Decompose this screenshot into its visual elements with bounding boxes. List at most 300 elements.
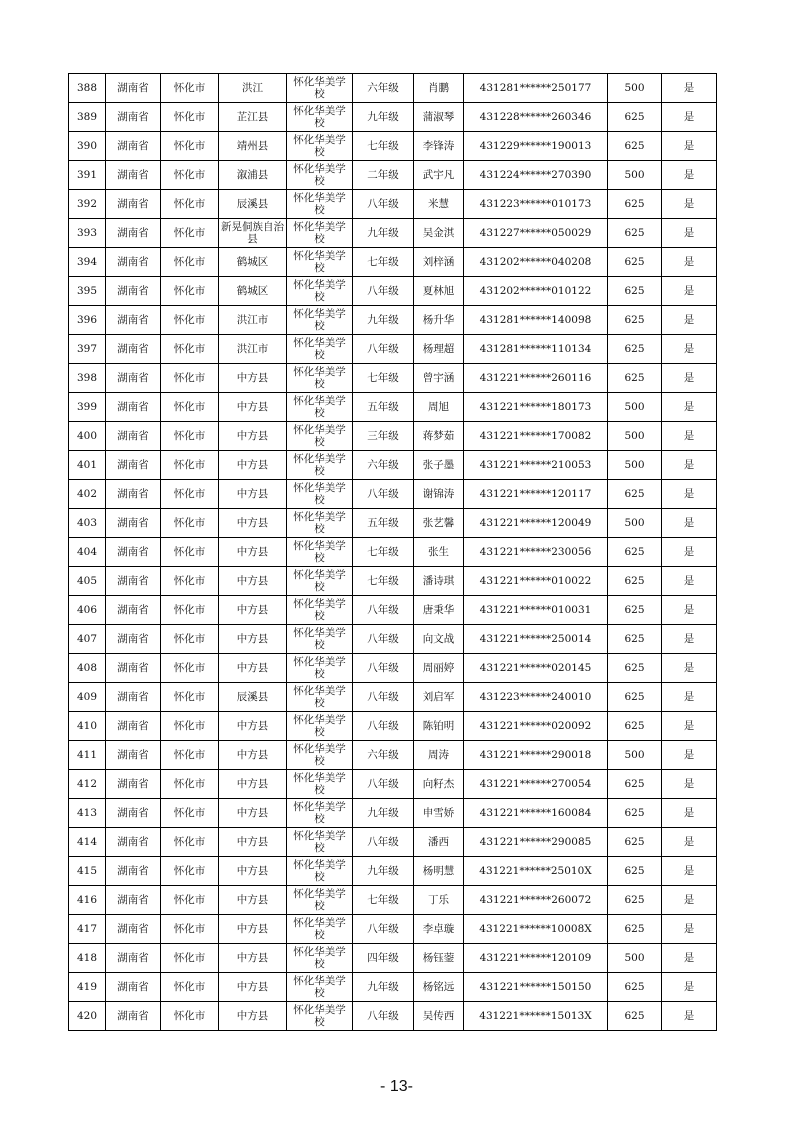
table-row [69,451,717,480]
id-number-cell: 431221******120109 [464,944,608,973]
table-row [69,190,717,219]
table-row [69,306,717,335]
county-cell: 中方县 [219,654,287,683]
province-cell: 湖南省 [106,422,161,451]
table-row [69,364,717,393]
county-cell: 辰溪县 [219,683,287,712]
table-row [69,654,717,683]
province-cell: 湖南省 [106,219,161,248]
roster-body [69,74,717,1031]
amount-cell: 625 [608,277,662,306]
grade-cell: 七年级 [353,567,414,596]
grade-cell: 七年级 [353,886,414,915]
county-cell: 中方县 [219,480,287,509]
approved-cell: 是 [662,857,717,886]
amount-cell: 625 [608,973,662,1002]
grade-cell: 七年级 [353,248,414,277]
table-row [69,277,717,306]
province-cell: 湖南省 [106,451,161,480]
province-cell: 湖南省 [106,857,161,886]
grade-cell: 九年级 [353,103,414,132]
school-cell: 怀化华美学校 [287,393,353,422]
student-roster-table [68,73,717,1031]
serial-number-cell: 407 [69,625,106,654]
county-cell: 中方县 [219,886,287,915]
id-number-cell: 431221******15013X [464,1002,608,1031]
province-cell: 湖南省 [106,190,161,219]
student-name-cell: 蒋梦茹 [414,422,464,451]
serial-number-cell: 403 [69,509,106,538]
school-cell: 怀化华美学校 [287,567,353,596]
amount-cell: 500 [608,509,662,538]
grade-cell: 六年级 [353,74,414,103]
approved-cell: 是 [662,828,717,857]
student-name-cell: 谢锦涛 [414,480,464,509]
school-cell: 怀化华美学校 [287,190,353,219]
county-cell: 溆浦县 [219,161,287,190]
id-number-cell: 431281******250177 [464,74,608,103]
student-name-cell: 武宇凡 [414,161,464,190]
student-name-cell: 吴传西 [414,1002,464,1031]
province-cell: 湖南省 [106,625,161,654]
school-cell: 怀化华美学校 [287,74,353,103]
table-row [69,741,717,770]
grade-cell: 七年级 [353,538,414,567]
city-cell: 怀化市 [161,886,219,915]
amount-cell: 625 [608,886,662,915]
city-cell: 怀化市 [161,857,219,886]
school-cell: 怀化华美学校 [287,654,353,683]
grade-cell: 五年级 [353,393,414,422]
id-number-cell: 431221******260072 [464,886,608,915]
serial-number-cell: 401 [69,451,106,480]
approved-cell: 是 [662,567,717,596]
province-cell: 湖南省 [106,944,161,973]
table-row [69,944,717,973]
student-name-cell: 向籽杰 [414,770,464,799]
approved-cell: 是 [662,132,717,161]
province-cell: 湖南省 [106,915,161,944]
city-cell: 怀化市 [161,422,219,451]
grade-cell: 九年级 [353,306,414,335]
province-cell: 湖南省 [106,828,161,857]
serial-number-cell: 420 [69,1002,106,1031]
approved-cell: 是 [662,944,717,973]
table-row [69,828,717,857]
grade-cell: 八年级 [353,277,414,306]
id-number-cell: 431202******010122 [464,277,608,306]
city-cell: 怀化市 [161,828,219,857]
province-cell: 湖南省 [106,161,161,190]
serial-number-cell: 395 [69,277,106,306]
grade-cell: 九年级 [353,973,414,1002]
amount-cell: 625 [608,654,662,683]
county-cell: 中方县 [219,596,287,625]
school-cell: 怀化华美学校 [287,799,353,828]
serial-number-cell: 397 [69,335,106,364]
grade-cell: 八年级 [353,596,414,625]
student-name-cell: 刘梓涵 [414,248,464,277]
grade-cell: 五年级 [353,509,414,538]
approved-cell: 是 [662,219,717,248]
county-cell: 中方县 [219,538,287,567]
id-number-cell: 431221******230056 [464,538,608,567]
serial-number-cell: 411 [69,741,106,770]
approved-cell: 是 [662,799,717,828]
amount-cell: 625 [608,915,662,944]
province-cell: 湖南省 [106,393,161,422]
county-cell: 鹤城区 [219,248,287,277]
student-name-cell: 丁乐 [414,886,464,915]
province-cell: 湖南省 [106,480,161,509]
amount-cell: 625 [608,596,662,625]
student-name-cell: 张艺馨 [414,509,464,538]
grade-cell: 八年级 [353,654,414,683]
amount-cell: 625 [608,1002,662,1031]
table-row [69,509,717,538]
table-row [69,1002,717,1031]
school-cell: 怀化华美学校 [287,625,353,654]
county-cell: 鹤城区 [219,277,287,306]
student-name-cell: 张生 [414,538,464,567]
student-name-cell: 李卓璇 [414,915,464,944]
province-cell: 湖南省 [106,364,161,393]
city-cell: 怀化市 [161,712,219,741]
id-number-cell: 431221******290018 [464,741,608,770]
city-cell: 怀化市 [161,393,219,422]
school-cell: 怀化华美学校 [287,741,353,770]
id-number-cell: 431221******210053 [464,451,608,480]
amount-cell: 625 [608,625,662,654]
province-cell: 湖南省 [106,509,161,538]
student-name-cell: 潘西 [414,828,464,857]
table-row [69,335,717,364]
county-cell: 中方县 [219,422,287,451]
serial-number-cell: 402 [69,480,106,509]
county-cell: 中方县 [219,944,287,973]
id-number-cell: 431221******250014 [464,625,608,654]
approved-cell: 是 [662,422,717,451]
grade-cell: 八年级 [353,190,414,219]
city-cell: 怀化市 [161,567,219,596]
county-cell: 中方县 [219,973,287,1002]
grade-cell: 三年级 [353,422,414,451]
approved-cell: 是 [662,103,717,132]
grade-cell: 九年级 [353,857,414,886]
serial-number-cell: 416 [69,886,106,915]
id-number-cell: 431221******150150 [464,973,608,1002]
city-cell: 怀化市 [161,741,219,770]
serial-number-cell: 405 [69,567,106,596]
grade-cell: 六年级 [353,741,414,770]
province-cell: 湖南省 [106,712,161,741]
province-cell: 湖南省 [106,799,161,828]
student-name-cell: 蒲淑琴 [414,103,464,132]
table-row [69,886,717,915]
id-number-cell: 431229******190013 [464,132,608,161]
approved-cell: 是 [662,190,717,219]
city-cell: 怀化市 [161,625,219,654]
city-cell: 怀化市 [161,103,219,132]
county-cell: 靖州县 [219,132,287,161]
school-cell: 怀化华美学校 [287,364,353,393]
table-row [69,393,717,422]
approved-cell: 是 [662,248,717,277]
approved-cell: 是 [662,480,717,509]
approved-cell: 是 [662,335,717,364]
table-row [69,132,717,161]
county-cell: 中方县 [219,1002,287,1031]
grade-cell: 八年级 [353,683,414,712]
county-cell: 洪江市 [219,335,287,364]
school-cell: 怀化华美学校 [287,335,353,364]
city-cell: 怀化市 [161,509,219,538]
id-number-cell: 431221******160084 [464,799,608,828]
grade-cell: 九年级 [353,799,414,828]
grade-cell: 七年级 [353,132,414,161]
county-cell: 中方县 [219,770,287,799]
serial-number-cell: 413 [69,799,106,828]
school-cell: 怀化华美学校 [287,828,353,857]
serial-number-cell: 419 [69,973,106,1002]
approved-cell: 是 [662,654,717,683]
table-row [69,712,717,741]
serial-number-cell: 418 [69,944,106,973]
school-cell: 怀化华美学校 [287,857,353,886]
student-name-cell: 周丽婷 [414,654,464,683]
id-number-cell: 431221******170082 [464,422,608,451]
county-cell: 中方县 [219,915,287,944]
approved-cell: 是 [662,277,717,306]
grade-cell: 八年级 [353,828,414,857]
city-cell: 怀化市 [161,277,219,306]
id-number-cell: 431227******050029 [464,219,608,248]
school-cell: 怀化华美学校 [287,509,353,538]
student-name-cell: 张子墨 [414,451,464,480]
school-cell: 怀化华美学校 [287,915,353,944]
serial-number-cell: 396 [69,306,106,335]
approved-cell: 是 [662,973,717,1002]
student-name-cell: 曾宇涵 [414,364,464,393]
id-number-cell: 431224******270390 [464,161,608,190]
approved-cell: 是 [662,74,717,103]
school-cell: 怀化华美学校 [287,306,353,335]
county-cell: 中方县 [219,857,287,886]
student-name-cell: 向文战 [414,625,464,654]
table-row [69,248,717,277]
approved-cell: 是 [662,683,717,712]
city-cell: 怀化市 [161,132,219,161]
table-row [69,538,717,567]
school-cell: 怀化华美学校 [287,161,353,190]
id-number-cell: 431221******260116 [464,364,608,393]
table-row [69,625,717,654]
table-row [69,973,717,1002]
amount-cell: 625 [608,103,662,132]
student-name-cell: 陈铂明 [414,712,464,741]
school-cell: 怀化华美学校 [287,886,353,915]
amount-cell: 500 [608,422,662,451]
approved-cell: 是 [662,364,717,393]
table-row [69,799,717,828]
student-name-cell: 杨理超 [414,335,464,364]
county-cell: 中方县 [219,828,287,857]
school-cell: 怀化华美学校 [287,248,353,277]
grade-cell: 八年级 [353,480,414,509]
id-number-cell: 431221******120117 [464,480,608,509]
student-name-cell: 唐秉华 [414,596,464,625]
serial-number-cell: 412 [69,770,106,799]
approved-cell: 是 [662,915,717,944]
county-cell: 中方县 [219,567,287,596]
school-cell: 怀化华美学校 [287,770,353,799]
province-cell: 湖南省 [106,248,161,277]
school-cell: 怀化华美学校 [287,103,353,132]
county-cell: 中方县 [219,393,287,422]
school-cell: 怀化华美学校 [287,277,353,306]
id-number-cell: 431221******010022 [464,567,608,596]
table-row [69,567,717,596]
province-cell: 湖南省 [106,1002,161,1031]
id-number-cell: 431221******290085 [464,828,608,857]
student-name-cell: 潘诗琪 [414,567,464,596]
province-cell: 湖南省 [106,74,161,103]
amount-cell: 625 [608,770,662,799]
province-cell: 湖南省 [106,335,161,364]
student-name-cell: 杨钰蓥 [414,944,464,973]
serial-number-cell: 392 [69,190,106,219]
grade-cell: 八年级 [353,625,414,654]
county-cell: 洪江 [219,74,287,103]
serial-number-cell: 410 [69,712,106,741]
city-cell: 怀化市 [161,973,219,1002]
province-cell: 湖南省 [106,538,161,567]
city-cell: 怀化市 [161,74,219,103]
approved-cell: 是 [662,886,717,915]
table-row [69,770,717,799]
student-name-cell: 周旭 [414,393,464,422]
approved-cell: 是 [662,712,717,741]
student-name-cell: 杨明慧 [414,857,464,886]
student-name-cell: 刘启军 [414,683,464,712]
serial-number-cell: 414 [69,828,106,857]
province-cell: 湖南省 [106,683,161,712]
student-name-cell: 夏林旭 [414,277,464,306]
province-cell: 湖南省 [106,132,161,161]
approved-cell: 是 [662,509,717,538]
amount-cell: 500 [608,944,662,973]
approved-cell: 是 [662,451,717,480]
serial-number-cell: 404 [69,538,106,567]
student-name-cell: 杨升华 [414,306,464,335]
table-row [69,422,717,451]
student-name-cell: 杨铭远 [414,973,464,1002]
amount-cell: 625 [608,857,662,886]
approved-cell: 是 [662,538,717,567]
province-cell: 湖南省 [106,103,161,132]
amount-cell: 625 [608,799,662,828]
city-cell: 怀化市 [161,335,219,364]
student-name-cell: 申雪娇 [414,799,464,828]
amount-cell: 625 [608,132,662,161]
county-cell: 中方县 [219,799,287,828]
city-cell: 怀化市 [161,219,219,248]
school-cell: 怀化华美学校 [287,132,353,161]
amount-cell: 625 [608,480,662,509]
serial-number-cell: 391 [69,161,106,190]
amount-cell: 625 [608,335,662,364]
serial-number-cell: 415 [69,857,106,886]
id-number-cell: 431281******140098 [464,306,608,335]
approved-cell: 是 [662,770,717,799]
grade-cell: 八年级 [353,1002,414,1031]
county-cell: 中方县 [219,741,287,770]
grade-cell: 八年级 [353,712,414,741]
serial-number-cell: 393 [69,219,106,248]
province-cell: 湖南省 [106,770,161,799]
city-cell: 怀化市 [161,596,219,625]
serial-number-cell: 390 [69,132,106,161]
table-row [69,103,717,132]
id-number-cell: 431221******120049 [464,509,608,538]
amount-cell: 625 [608,567,662,596]
approved-cell: 是 [662,306,717,335]
table-row [69,480,717,509]
table-row [69,857,717,886]
county-cell: 辰溪县 [219,190,287,219]
amount-cell: 500 [608,741,662,770]
grade-cell: 二年级 [353,161,414,190]
id-number-cell: 431223******010173 [464,190,608,219]
city-cell: 怀化市 [161,248,219,277]
province-cell: 湖南省 [106,741,161,770]
serial-number-cell: 399 [69,393,106,422]
amount-cell: 500 [608,74,662,103]
id-number-cell: 431221******270054 [464,770,608,799]
id-number-cell: 431221******10008X [464,915,608,944]
city-cell: 怀化市 [161,799,219,828]
city-cell: 怀化市 [161,770,219,799]
city-cell: 怀化市 [161,364,219,393]
school-cell: 怀化华美学校 [287,538,353,567]
approved-cell: 是 [662,393,717,422]
school-cell: 怀化华美学校 [287,683,353,712]
amount-cell: 625 [608,219,662,248]
city-cell: 怀化市 [161,944,219,973]
amount-cell: 500 [608,393,662,422]
county-cell: 中方县 [219,625,287,654]
amount-cell: 625 [608,190,662,219]
amount-cell: 500 [608,451,662,480]
city-cell: 怀化市 [161,654,219,683]
grade-cell: 八年级 [353,915,414,944]
serial-number-cell: 389 [69,103,106,132]
student-name-cell: 李锋涛 [414,132,464,161]
table-row [69,161,717,190]
county-cell: 新晃侗族自治县 [219,219,287,248]
id-number-cell: 431221******020145 [464,654,608,683]
student-name-cell: 米慧 [414,190,464,219]
serial-number-cell: 400 [69,422,106,451]
page-number: - 13- [380,1078,413,1095]
student-name-cell: 周涛 [414,741,464,770]
province-cell: 湖南省 [106,886,161,915]
serial-number-cell: 417 [69,915,106,944]
grade-cell: 八年级 [353,335,414,364]
serial-number-cell: 409 [69,683,106,712]
grade-cell: 七年级 [353,364,414,393]
approved-cell: 是 [662,596,717,625]
